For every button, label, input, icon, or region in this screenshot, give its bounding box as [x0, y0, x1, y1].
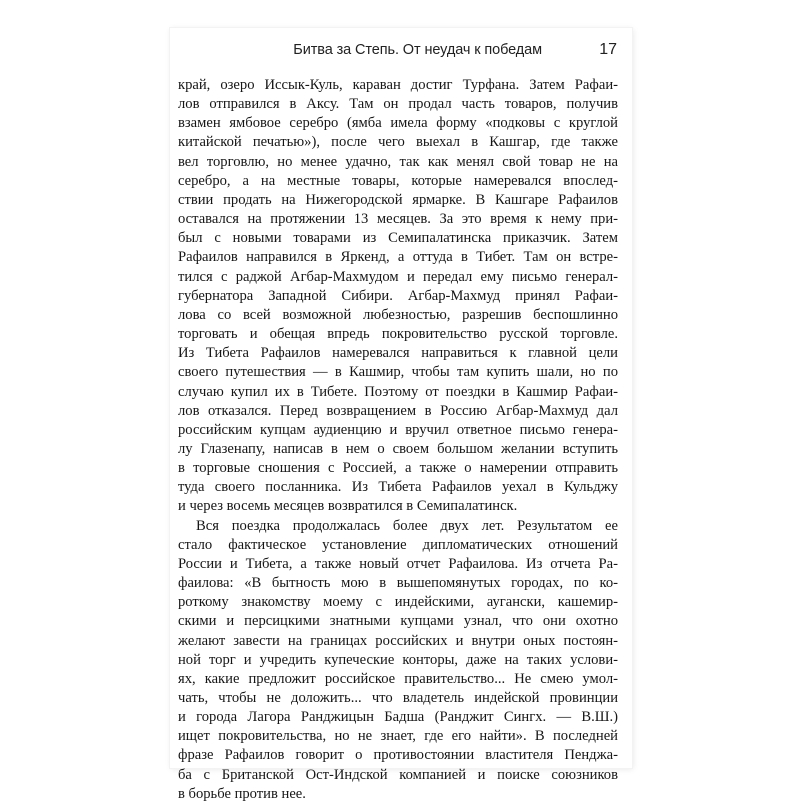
- text-line: торговать и обещая впредь покровительство русской торговле.: [178, 326, 618, 343]
- text-line: лов отправился в Аксу. Там он продал часть товаров, получив: [178, 96, 618, 113]
- text-line: Рафаилов направился в Яркенд, а оттуда в Тибет. Там он встре-: [178, 249, 618, 266]
- text-line: китайской печатью»), после чего выехал в Кашгар, где также: [178, 134, 618, 151]
- text-line: лов отказался. Перед возвращением в Россию Агбар-Махмуд дал: [178, 402, 618, 419]
- text-line: ищет покровительства, но не знает, где его найти». В последней: [178, 728, 618, 745]
- text-line: случаю купил их в Тибете. Поэтому от поездки в Кашмир Рафаи-: [178, 383, 618, 400]
- text-line: российским купцам аудиенцию и вручил ответное письмо генера-: [178, 421, 618, 438]
- text-line: своего путешествия — в Кашмир, чтобы там купить шали, но по: [178, 364, 618, 381]
- page-number: 17: [599, 41, 617, 58]
- text-line: ствии продать на Нижегородской ярмарке. В Кашгаре Рафаилов: [178, 191, 618, 208]
- text-line: тился с раджой Агбар-Махмудом и передал ему письмо генерал-: [178, 268, 618, 285]
- text-line: и города Лагора Ранджицын Бадша (Ранджит Сингх. — В.Ш.): [178, 709, 618, 726]
- text-line: губернатора Западной Сибири. Агбар-Махмуд принял Рафаи-: [178, 287, 618, 304]
- text-line: роткому знакомству моему с индейскими, аугански, кашемир-: [178, 594, 618, 611]
- text-line: вел торговлю, но менее удачно, так как менял свой товар не на: [178, 153, 618, 170]
- text-line: в торговые сношения с Россией, а также о намерении отправить: [178, 460, 618, 477]
- text-line: взамен ямбовое серебро (ямба имела форму «подковы с круглой: [178, 115, 618, 132]
- text-line: ба с Британской Ост-Индской компанией и поиске союзников: [178, 766, 618, 783]
- running-title: Битва за Степь. От неудач к победам: [293, 42, 542, 58]
- text-line: стало фактическое установление дипломатических отношений: [178, 536, 618, 553]
- text-line: желают завести на границах российских и внутри оных постоян-: [178, 632, 618, 649]
- text-line: Из Тибета Рафаилов намеревался направиться к главной цели: [178, 345, 618, 362]
- text-line: и через восемь месяцев возвратился в Семипалатинск.: [178, 498, 518, 515]
- body-text: [178, 76, 618, 804]
- text-line: ной торг и учредить купеческие конторы, даже на таких услови-: [178, 651, 618, 668]
- text-line: России и Тибета, а также новый отчет Рафаилова. Из отчета Ра-: [178, 555, 618, 572]
- book-page: [170, 28, 632, 802]
- running-head: [170, 42, 617, 66]
- text-line: фразе Рафаилов говорит о противостоянии властителя Пенджа-: [178, 747, 618, 764]
- text-line: в борьбе против нее.: [178, 785, 306, 802]
- text-line: лу Глазенапу, написав в нем о своем большом желании вступить: [178, 440, 618, 457]
- text-line: скими и персицкими знатными купцами узнал, что они охотно: [178, 613, 618, 630]
- text-line: оставался на протяжении 13 месяцев. За это время к нему при-: [178, 211, 618, 228]
- paragraph: [178, 76, 618, 517]
- text-line: туда своего посланника. Из Тибета Рафаилов уехал в Кульджу: [178, 479, 618, 496]
- text-line: ях, какие предложит российское правительство... Не смею умол-: [178, 670, 618, 687]
- text-line: чать, чтобы не доложить... что владетель индейской провинции: [178, 690, 618, 706]
- text-line: край, озеро Иссык-Куль, караван достиг Турфана. Затем Рафаи-: [178, 77, 618, 93]
- text-line: фаилова: «В бытность мою в вышепомянутых городах, по ко-: [178, 575, 618, 592]
- text-line: серебро, а на местные товары, которые намеревался впослед-: [178, 172, 618, 189]
- text-line: лова со всей возможной любезностью, разрешив беспошлинно: [178, 306, 618, 323]
- paragraph: [178, 517, 618, 804]
- text-line: был с новыми товарами из Семипалатинска приказчик. Затем: [178, 230, 618, 247]
- text-line: Вся поездка продолжалась более двух лет. Результатом ее: [196, 517, 618, 534]
